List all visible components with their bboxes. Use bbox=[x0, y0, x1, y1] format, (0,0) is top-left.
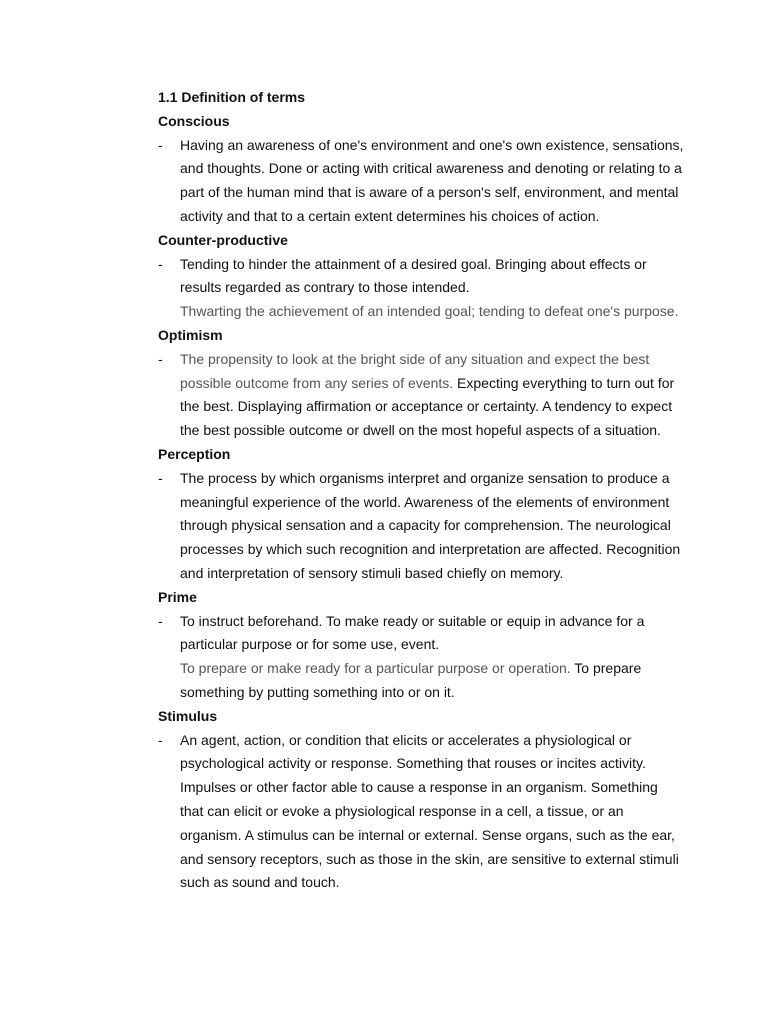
definition-part: An agent, action, or condition that elicits or accelerates a physiological or psychological activity or response. Something that rouses or incites activity. Impulses or other factor able to cause a response in an organism. Something that can elicit or evoke a physiological response in a cell, a tissue, or an organism. A stimulus can be internal or external. Sense organs, such as the ear, and sensory receptors, such as those in the skin, are sensitive to external stimuli such as sound and touch. bbox=[180, 731, 679, 891]
definition-text bbox=[180, 467, 698, 586]
definition-part: The process by which organisms interpret and organize sensation to produce a meaningful experience of the world. Awareness of the elements of environment through physical sensation and a capacity for comprehension. The neurological processes by which such recognition and interpretation are affected. Recognition and interpretation of sensory stimuli based chiefly on memory. bbox=[180, 469, 681, 581]
term-conscious: Conscious bbox=[158, 112, 230, 129]
list-dash: - bbox=[158, 612, 163, 629]
definition-part: Having an awareness of one's environment and one's own existence, sensations, and thoughts. Done or acting with critical awareness and denoting or relating to a part of the human mind that is aware of a person's self, environment, and mental activity and that to a certain extent determines his choices of action. bbox=[180, 136, 684, 224]
definition-part-gray: Thwarting the achievement of an intended goal; tending to defeat one's purpose. bbox=[180, 303, 679, 320]
definition-text bbox=[180, 610, 698, 705]
term-optimism: Optimism bbox=[158, 326, 223, 343]
list-dash: - bbox=[158, 469, 163, 486]
definition-text bbox=[180, 253, 698, 324]
definition-part: To instruct beforehand. To make ready or suitable or equip in advance for a particular purpose or for some use, event. bbox=[180, 612, 645, 653]
list-dash: - bbox=[158, 731, 163, 748]
list-dash: - bbox=[158, 136, 163, 153]
definition-conscious bbox=[158, 134, 698, 229]
term-counter-productive: Counter-productive bbox=[158, 231, 288, 248]
list-dash: - bbox=[158, 255, 163, 272]
definition-optimism bbox=[158, 348, 698, 443]
definition-part-gray: To prepare or make ready for a particular purpose or operation. bbox=[180, 660, 575, 677]
definition-part-gray: The propensity to look at the bright side of any situation and expect the best possible outcome from any series of events. bbox=[180, 350, 650, 391]
definition-part: To prepare something by putting something into or on it. bbox=[180, 660, 642, 700]
definition-prime bbox=[158, 610, 698, 705]
term-prime: Prime bbox=[158, 588, 197, 605]
list-dash: - bbox=[158, 350, 163, 367]
term-stimulus: Stimulus bbox=[158, 707, 218, 724]
definition-counter-productive bbox=[158, 253, 698, 324]
term-perception: Perception bbox=[158, 445, 231, 462]
definition-perception bbox=[158, 467, 698, 586]
definition-stimulus bbox=[158, 729, 698, 896]
section-title: 1.1 Definition of terms bbox=[158, 89, 306, 105]
definition-part: Expecting everything to turn out for the best. Displaying affirmation or acceptance or certainty. A tendency to expect the best possible outcome or dwell on the most hopeful aspects of a situation. bbox=[180, 374, 675, 439]
definition-part: Tending to hinder the attainment of a desired goal. Bringing about effects or results regarded as contrary to those intended. bbox=[180, 255, 647, 296]
definition-text bbox=[180, 729, 698, 896]
definition-text bbox=[180, 134, 698, 229]
document-page bbox=[158, 86, 698, 895]
definition-text bbox=[180, 348, 698, 443]
